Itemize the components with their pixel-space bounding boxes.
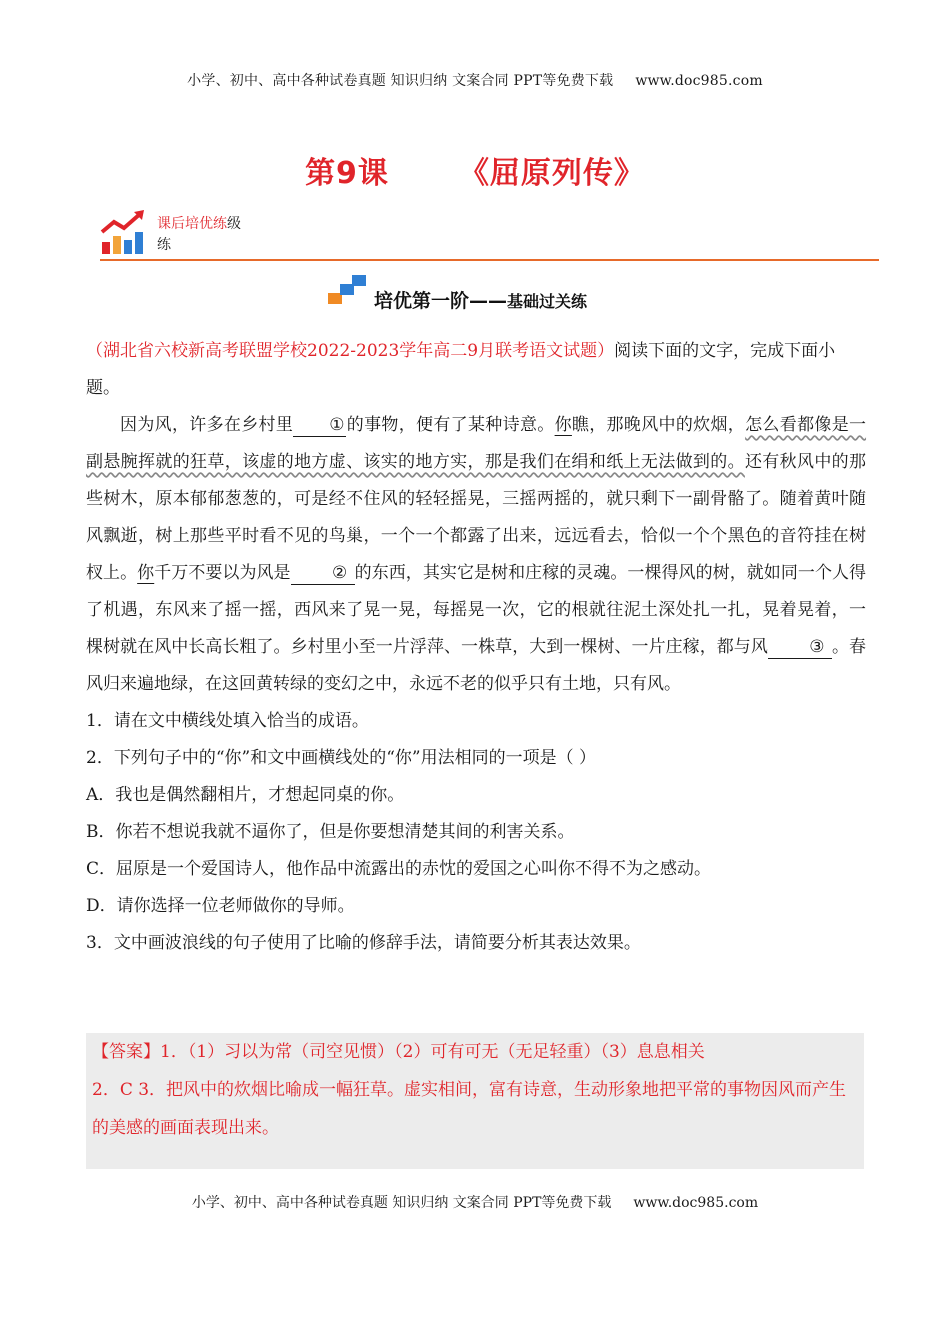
section-title: 培优第一阶——基础过关练	[374, 290, 588, 312]
footer-site-link[interactable]: www.doc985.com	[633, 1195, 759, 1211]
question-source: （湖北省六校新高考联盟学校2022-2023学年高二9月联考语文试题）	[86, 341, 615, 361]
answer-line-2: 2．C 3．把风中的炊烟比喻成一幅狂草。虚实相间，富有诗意，生动形象地把平常的事物因风而产生的美感的画面表现出来。	[92, 1080, 847, 1138]
question-item: 1．请在文中横线处填入恰当的成语。	[86, 711, 369, 731]
question-intro: （湖北省六校新高考联盟学校2022-2023学年高二9月联考语文试题）阅读下面的文字，完成下面小题。	[86, 341, 836, 398]
page-header	[0, 70, 950, 90]
footer-text: 小学、初中、高中各种试卷真题 知识归纳 文案合同 PPT等免费下载	[191, 1195, 612, 1211]
reading-passage: 因为风，许多在乡村里 ① 的事物，便有了某种诗意。你瞧，那晚风中的炊烟，怎么看都像是一副悬腕挥就的狂草，该虚的地方虚、该实的地方实，那是我们在绢和纸上无法做到的。还有秋风中的那些树木，原本郁郁葱葱的，可是经不住风的轻轻摇晃，三摇两摇的，就只剩下一副骨骼了。随着黄叶随风飘逝，树上那些平时看不见的鸟巢，一个一个都露了出来，远远看去，恰似一个个黑色的音符挂在树杈上。你千万不要以为风是 ② 的东西，其实它是树和庄稼的灵魂。一棵得风的树，就如同一个人得了机遇，东风来了摇一摇，西风来了晃一晃，每摇晃一次，它的根就往泥土深处扎一扎，晃着晃着，一棵树就在风中长高长粗了。乡村里小至一片浮萍、一株草，大到一棵树、一片庄稼，都与风 ③ 。春风归来遍地绿，在这回黄转绿的变幻之中，永远不老的似乎只有土地，只有风。	[86, 415, 867, 694]
badge-label: 课后培优练级 练	[157, 216, 241, 253]
underlined-you-1: 你	[554, 415, 572, 435]
blank-1: ①	[293, 414, 346, 437]
answer-box	[86, 1033, 864, 1169]
option-d: D．请你选择一位老师做你的导师。	[86, 896, 355, 916]
stairs-icon	[328, 273, 370, 305]
lesson-name: 《屈原列传》	[458, 156, 645, 191]
option-c: C．屈原是一个爱国诗人，他作品中流露出的赤忱的爱国之心叫你不得不为之感动。	[86, 859, 712, 879]
underlined-you-2: 你	[137, 563, 155, 583]
blank-3: ③	[768, 636, 832, 659]
blank-2: ②	[291, 562, 355, 585]
answer-line-1: 【答案】1．（1）习以为常（司空见惯）（2）可有可无（无足轻重）（3）息息相关	[92, 1042, 705, 1062]
question-item: 2．下列句子中的“你”和文中画横线处的“你”用法相同的一项是（ ）	[86, 748, 596, 768]
question-item: 3．文中画波浪线的句子使用了比喻的修辞手法，请简要分析其表达效果。	[86, 933, 641, 953]
header-text: 小学、初中、高中各种试卷真题 知识归纳 文案合同 PPT等免费下载	[187, 73, 614, 89]
lesson-number: 第9课	[305, 156, 389, 191]
header-site-link[interactable]: www.doc985.com	[635, 73, 763, 89]
option-a: A．我也是偶然翻相片，才想起同桌的你。	[86, 785, 405, 805]
chart-growth-icon	[100, 210, 160, 256]
page-title	[0, 148, 950, 192]
question-content	[86, 333, 866, 962]
option-b: B．你若不想说我就不逼你了，但是你要想清楚其间的利害关系。	[86, 822, 575, 842]
header-divider	[100, 259, 879, 261]
wavy-sentence: 怎么看都像是一副悬腕挥就的狂草，该虚的地方虚、该实的地方实，那是我们在绢和纸上无法做到的。	[86, 415, 867, 472]
page-footer	[0, 1192, 950, 1212]
